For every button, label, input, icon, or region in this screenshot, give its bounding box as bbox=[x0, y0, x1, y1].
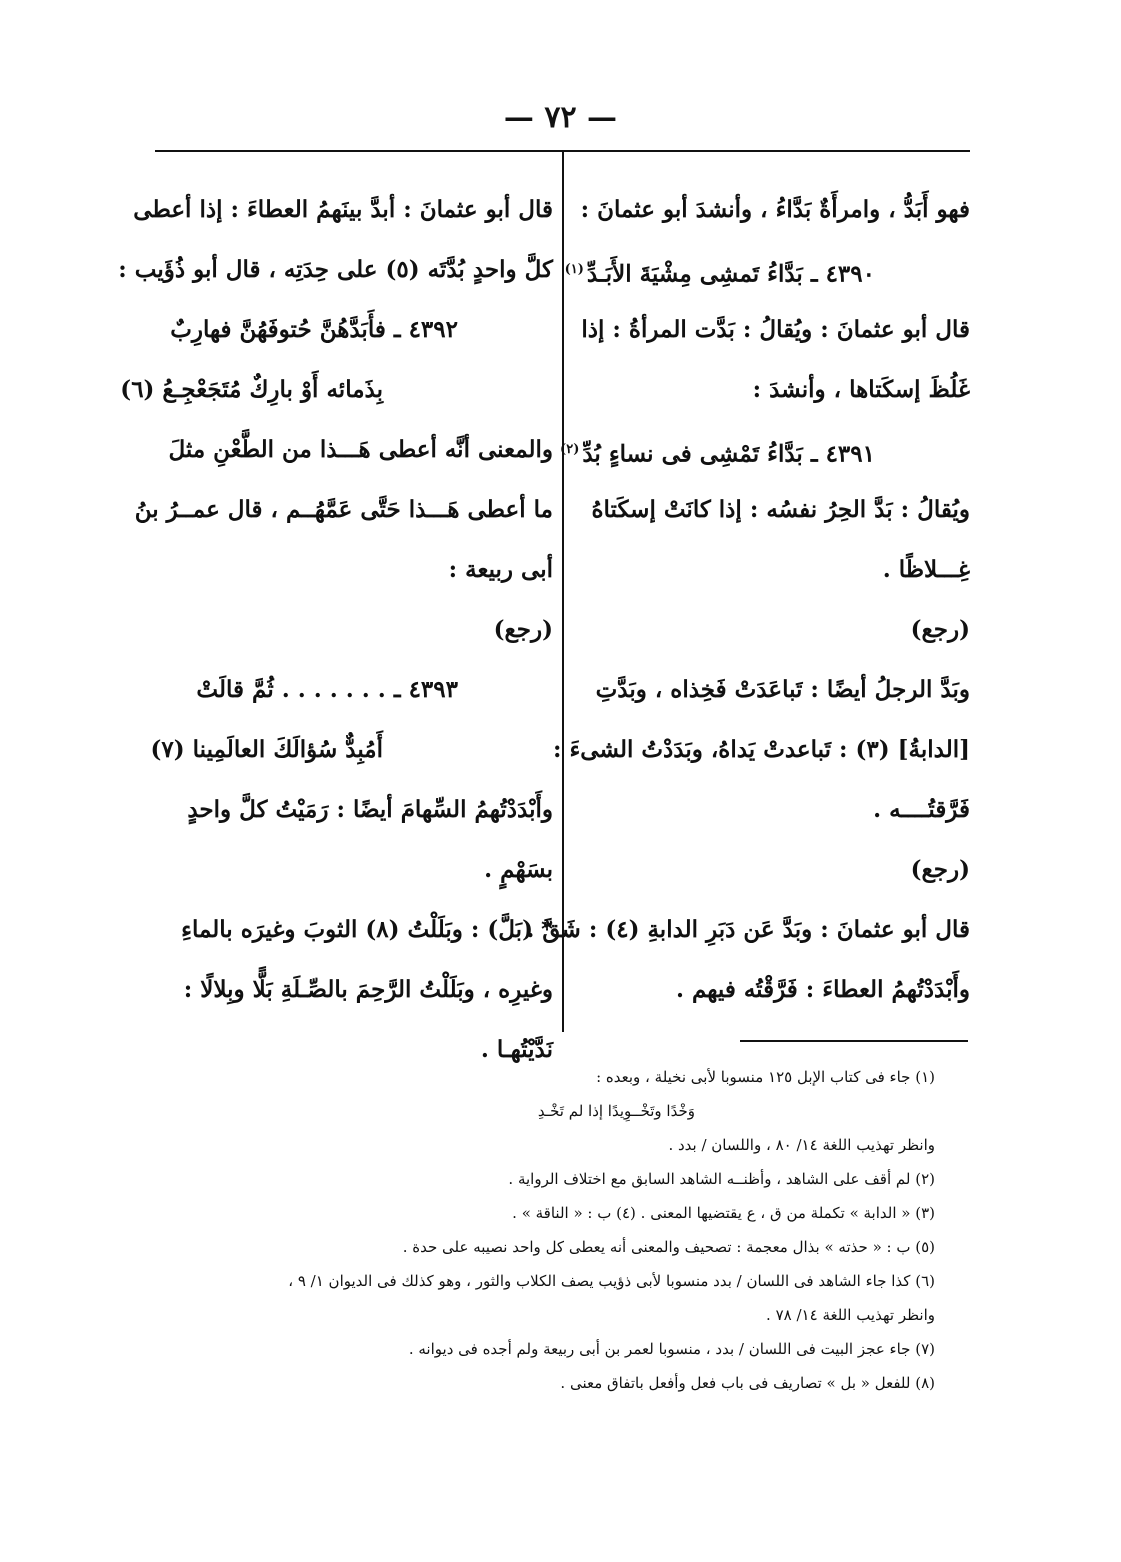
footnote-rule bbox=[740, 1040, 968, 1042]
text-line: * (بَلَّ) : وبَلَلْتُ (٨) الثوبَ وغيرَه بالماءِ bbox=[181, 916, 553, 943]
text-line: ٤٣٩٠ ـ بَدَّاءُ تَمشِى مِشْيَةَ الأَبَـدِّ$^{(١)}$ bbox=[564, 260, 875, 288]
footnote-line: (٣) « الدابة » تكملة من ق ، ع يقتضيها المعنى . (٤) ب : « الناقة » . bbox=[512, 1204, 935, 1222]
footnote-line: وَخْدًا وتَخْــوِيدًا إذا لم تَخْـدِ bbox=[537, 1102, 695, 1120]
footnote-ref: (٢) bbox=[560, 442, 580, 457]
footnote-line: (٥) ب : « حذته » بذال معجمة : تصحيف والمعنى أنه يعطى كل واحد نصيبه على حدة . bbox=[402, 1238, 935, 1256]
text-line: أبى ربيعة : bbox=[448, 556, 553, 583]
footnote-line: (٦) كذا جاء الشاهد فى اللسان / بدد منسوبا لأبى ذؤيب يصف الكلاب والثور ، وهو كذلك فى الديوان ١/ ٩ ، bbox=[288, 1272, 935, 1290]
footnote-line: (٢) لم أقف على الشاهد ، وأظنــه الشاهد السابق مع اختلاف الرواية . bbox=[508, 1170, 935, 1188]
footnote-line: (٨) للفعل « بل » تصاريف فى باب فعل وأفعل باتفاق معنى . bbox=[560, 1374, 935, 1392]
text-line: ٤٣٩١ ـ بَدَّاءُ تَمْشِى فى نساءٍ بُدِّ$^{(٢)}$ bbox=[560, 440, 875, 468]
text-line: وأَبْدَدْتُهمُ العطاءَ : فَرَّقْتُه فيهم . bbox=[675, 976, 970, 1003]
text-line: (رجع) bbox=[910, 616, 970, 643]
text-line: وبَدَّ الرجلُ أيضًا : تَباعَدَتْ فَخِذاه ، وبَدَّتِ bbox=[595, 676, 970, 703]
text-line: وأَبْدَدْتُهمُ السِّهامَ أيضًا : رَمَيْتُ كلَّ واحدٍ bbox=[187, 796, 553, 823]
footnote-line: (٧) جاء عجز البيت فى اللسان / بدد ، منسوبا لعمر بن أبى ربيعة ولم أجده فى ديوانه . bbox=[408, 1340, 935, 1358]
text-line: قال أبو عثمانَ : ويُقالُ : بَدَّت المرأةُ : إذا bbox=[581, 316, 970, 343]
text-line: (رجع) bbox=[493, 616, 553, 643]
left-column bbox=[118, 180, 553, 1080]
text-line: ما أعطى هَـــذا حَتَّى عَمَّهُــم ، قال عمــرُ بنُ bbox=[134, 496, 553, 523]
text-line: [الدابةُ] (٣) : تَباعدتْ يَداهُ، وبَدَدْتُ الشىءَ : bbox=[552, 736, 970, 763]
text-line: قال أبو عثمانَ : وبَدَّ عَن دَبَرِ الدابةِ (٤) : شَقَّ . bbox=[526, 916, 970, 943]
text-line: ويُقالُ : بَدَّ الحِرُ نفسُه : إذا كانَتْ إسكَتاهُ bbox=[591, 496, 970, 523]
text-line: أَمُبِدٌّ سُؤالَكَ العالَمِينا (٧) bbox=[150, 736, 383, 763]
text-line: غَلُظَ إسكَتاها ، وأنشدَ : bbox=[752, 376, 970, 403]
text-line: وغيرِه ، وبَلَلْتُ الرَّحِمَ بالصِّـلَةِ بَلًّا وبِلالًا : bbox=[183, 976, 553, 1003]
text-line: قال أبو عثمانَ : أبدَّ بينَهمُ العطاءَ : إذا أعطى bbox=[133, 196, 553, 223]
page-number: — ٧٢ — bbox=[503, 100, 618, 135]
text-line: كلَّ واحدٍ بُدَّتَه (٥) على حِدَتِه ، قال أبو ذُؤَيب : bbox=[118, 256, 553, 283]
text-line: والمعنى أنَّه أعطى هَـــذا من الطَّعْنِ مثلَ bbox=[168, 436, 553, 463]
text-line: ٤٣٩٢ ـ فأَبَدَّهُنَّ حُتوفَهُنَّ فهارِبٌ bbox=[170, 316, 458, 343]
text-line: فهو أَبَدُّ ، وامرأَةٌ بَدَّاءُ ، وأنشدَ أبو عثمانَ : bbox=[580, 196, 970, 223]
footnotes bbox=[155, 1060, 935, 1400]
footnote-line: (١) جاء فى كتاب الإبل ١٢٥ منسوبا لأبى نخيلة ، وبعده : bbox=[596, 1068, 935, 1086]
footnote-line: وانظر تهذيب اللغة ١٤/ ٧٨ . bbox=[766, 1306, 935, 1324]
text-line: ٤٣٩٣ ـ . . . . . . . ثُمَّ قالَتْ bbox=[196, 676, 458, 703]
right-column bbox=[526, 180, 970, 1020]
footnote-ref: (١) bbox=[564, 262, 584, 277]
text-line: غِـــلاظًا . bbox=[882, 556, 970, 583]
footnote-line: وانظر تهذيب اللغة ١٤/ ٨٠ ، واللسان / بدد . bbox=[668, 1136, 935, 1154]
text-line: نَدَّيْتُهـا . bbox=[480, 1036, 553, 1063]
text-line: (رجع) bbox=[910, 856, 970, 883]
text-line: بسَهْمٍ . bbox=[484, 856, 553, 883]
text-line: بِذَمائه أَوْ بارِكٌ مُتَجَعْجِـعُ (٦) bbox=[120, 376, 383, 403]
text-line: فَرَّقتُــــه . bbox=[873, 796, 970, 823]
